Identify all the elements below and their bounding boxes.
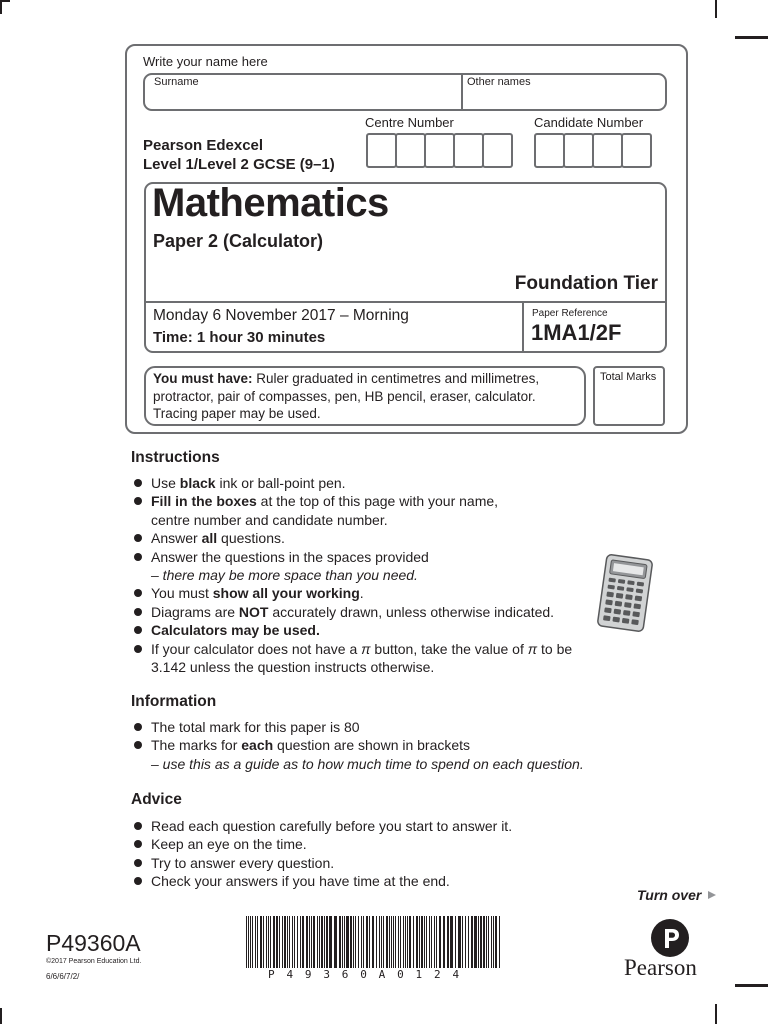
barcode-bar bbox=[324, 916, 325, 968]
barcode-bar bbox=[462, 916, 463, 968]
barcode-bar bbox=[268, 916, 269, 968]
barcode-bar bbox=[407, 916, 408, 968]
barcode-bar bbox=[255, 916, 256, 968]
write-name-label: Write your name here bbox=[143, 54, 268, 69]
other-names-label: Other names bbox=[467, 76, 531, 88]
barcode-bar bbox=[391, 916, 392, 968]
barcode-bar bbox=[250, 916, 251, 968]
barcode-bar bbox=[478, 916, 479, 968]
barcode-bar bbox=[306, 916, 308, 968]
instruction-text: centre number and candidate number. bbox=[151, 511, 388, 528]
list-item bbox=[131, 603, 591, 621]
exam-time: Time: 1 hour 30 minutes bbox=[153, 329, 326, 346]
barcode-bar bbox=[279, 916, 280, 968]
instruction-emphasis: all bbox=[201, 530, 218, 547]
barcode-bar bbox=[276, 916, 278, 968]
barcode-bar bbox=[486, 916, 487, 968]
barcode-bar bbox=[246, 916, 247, 968]
bullet-icon bbox=[134, 553, 142, 561]
barcode-bar bbox=[424, 916, 425, 968]
name-field-divider bbox=[461, 74, 463, 110]
list-item bbox=[131, 835, 591, 853]
pearson-wordmark: Pearson bbox=[624, 955, 697, 980]
barcode bbox=[244, 916, 504, 972]
instruction-text: If your calculator does not have a bbox=[151, 640, 362, 657]
calculator-icon bbox=[592, 553, 658, 633]
list-item bbox=[131, 474, 591, 492]
barcode-bar bbox=[403, 916, 404, 968]
centre-number-boxes[interactable] bbox=[366, 133, 511, 168]
instruction-emphasis: Calculators may be used. bbox=[151, 622, 320, 639]
instruction-text: questions. bbox=[217, 530, 285, 547]
bullet-icon bbox=[134, 589, 142, 597]
list-item bbox=[131, 640, 591, 677]
barcode-bar bbox=[443, 916, 445, 968]
instructions-list bbox=[131, 474, 591, 676]
paper-reference-label: Paper Reference bbox=[532, 308, 608, 319]
title-box-divider bbox=[145, 301, 666, 303]
barcode-bar bbox=[361, 916, 362, 968]
list-item bbox=[131, 529, 591, 547]
barcode-bar bbox=[431, 916, 432, 968]
barcode-bar bbox=[257, 916, 258, 968]
barcode-bar bbox=[480, 916, 482, 968]
barcode-bar bbox=[294, 916, 295, 968]
barcode-bar bbox=[344, 916, 345, 968]
barcode-bar bbox=[326, 916, 328, 968]
barcode-bar bbox=[491, 916, 492, 968]
barcode-bar bbox=[386, 916, 388, 968]
advice-text: Keep an eye on the time. bbox=[151, 836, 307, 853]
turn-over bbox=[637, 887, 717, 903]
instruction-text: Answer the questions in the spaces provided bbox=[151, 548, 429, 565]
barcode-bar bbox=[493, 916, 494, 968]
barcode-bar bbox=[471, 916, 473, 968]
qualification-level: Level 1/Level 2 GCSE (9–1) bbox=[143, 156, 335, 173]
crop-mark-top-left-v bbox=[0, 0, 2, 14]
barcode-bar bbox=[468, 916, 469, 968]
advice-text: Read each question carefully before you start to answer it. bbox=[151, 818, 513, 834]
requirements-line-3: Tracing paper may be used. bbox=[153, 406, 321, 421]
crop-mark-right-bottom bbox=[735, 984, 768, 987]
triangle-right-icon bbox=[707, 890, 717, 900]
barcode-bar bbox=[313, 916, 315, 968]
candidate-number-label: Candidate Number bbox=[534, 115, 644, 130]
bullet-icon bbox=[134, 626, 142, 634]
barcode-bar bbox=[455, 916, 456, 968]
instruction-text: . bbox=[359, 585, 364, 602]
turn-over-label: Turn over bbox=[637, 887, 702, 903]
advice-text: Try to answer every question. bbox=[151, 854, 335, 871]
barcode-bar bbox=[358, 916, 359, 968]
information-text: The total mark for this paper is 80 bbox=[151, 719, 360, 735]
instruction-text: Answer bbox=[151, 530, 202, 547]
instruction-text: button, take the value of bbox=[370, 640, 528, 657]
instruction-text: You must bbox=[151, 585, 213, 602]
barcode-bar bbox=[395, 916, 396, 968]
barcode-bar bbox=[419, 916, 420, 968]
candidate-number-cell[interactable] bbox=[592, 133, 623, 168]
crop-mark-bottom-left-v bbox=[0, 1008, 2, 1024]
bullet-icon bbox=[134, 877, 142, 885]
bullet-icon bbox=[134, 608, 142, 616]
centre-number-cell[interactable] bbox=[366, 133, 397, 168]
total-marks-label: Total Marks bbox=[600, 371, 657, 383]
barcode-bar bbox=[376, 916, 377, 968]
barcode-bar bbox=[405, 916, 406, 968]
barcode-bar bbox=[297, 916, 298, 968]
bullet-icon bbox=[134, 840, 142, 848]
barcode-text: P 4 9 3 6 0 A 0 1 2 4 bbox=[268, 968, 462, 981]
barcode-bar bbox=[413, 916, 414, 968]
instruction-text: Use bbox=[151, 475, 180, 491]
barcode-bar bbox=[369, 916, 370, 968]
barcode-bar bbox=[329, 916, 332, 968]
centre-number-cell[interactable] bbox=[395, 133, 426, 168]
bullet-icon bbox=[134, 534, 142, 542]
barcode-bar bbox=[416, 916, 418, 968]
barcode-bar bbox=[342, 916, 343, 968]
barcode-bar bbox=[300, 916, 301, 968]
bullet-icon bbox=[134, 497, 142, 505]
barcode-bar bbox=[488, 916, 489, 968]
name-field[interactable] bbox=[143, 73, 667, 111]
subject-title: Mathematics bbox=[152, 181, 389, 225]
barcode-bar bbox=[309, 916, 310, 968]
barcode-bar bbox=[292, 916, 293, 968]
tier-title: Foundation Tier bbox=[514, 273, 658, 294]
list-item bbox=[131, 872, 591, 890]
barcode-bar bbox=[263, 916, 264, 968]
centre-number-cell[interactable] bbox=[482, 133, 513, 168]
barcode-bar bbox=[495, 916, 497, 968]
centre-number-cell[interactable] bbox=[424, 133, 455, 168]
instruction-emphasis: Fill in the boxes bbox=[151, 493, 257, 510]
barcode-bar bbox=[252, 916, 253, 968]
information-heading: Information bbox=[131, 693, 217, 710]
barcode-bar bbox=[465, 916, 466, 968]
barcode-bar bbox=[389, 916, 390, 968]
requirements-label: You must have: bbox=[153, 371, 253, 386]
centre-number-label: Centre Number bbox=[365, 115, 454, 130]
information-text: question are shown in brackets bbox=[273, 737, 471, 754]
paper-reference-code: 1MA1/2F bbox=[531, 320, 622, 345]
barcode-bar bbox=[317, 916, 318, 968]
barcode-bar bbox=[270, 916, 271, 968]
requirements-line-2: protractor, pair of compasses, pen, HB pencil, eraser, calculator. bbox=[153, 388, 536, 404]
barcode-bar bbox=[289, 916, 290, 968]
barcode-bar bbox=[434, 916, 435, 968]
instruction-note: – there may be more space than you need. bbox=[151, 567, 418, 584]
barcode-bar bbox=[499, 916, 500, 968]
instruction-emphasis: NOT bbox=[238, 603, 269, 620]
candidate-number-boxes[interactable] bbox=[534, 133, 650, 168]
barcode-bar bbox=[282, 916, 283, 968]
barcode-bar bbox=[400, 916, 401, 968]
bullet-icon bbox=[134, 741, 142, 749]
pearson-logo-icon bbox=[650, 918, 690, 958]
barcode-bar bbox=[426, 916, 427, 968]
centre-number-cell[interactable] bbox=[453, 133, 484, 168]
pi-symbol: π bbox=[361, 640, 371, 657]
instruction-text: 3.142 unless the question instructs otherwise. bbox=[151, 659, 435, 676]
barcode-bar bbox=[483, 916, 485, 968]
list-item bbox=[131, 854, 591, 872]
instruction-text: accurately drawn, unless otherwise indicated. bbox=[268, 603, 555, 620]
instruction-text: at the top of this page with your name, bbox=[256, 493, 499, 510]
barcode-bar bbox=[355, 916, 356, 968]
list-item bbox=[131, 736, 601, 773]
barcode-bar bbox=[381, 916, 382, 968]
crop-mark-top-v bbox=[715, 0, 717, 18]
bullet-icon bbox=[134, 822, 142, 830]
barcode-bar bbox=[383, 916, 384, 968]
barcode-bar bbox=[346, 916, 349, 968]
barcode-bar bbox=[421, 916, 423, 968]
advice-list bbox=[131, 817, 591, 891]
barcode-bar bbox=[284, 916, 286, 968]
instruction-text: ink or ball-point pen. bbox=[215, 475, 346, 491]
barcode-bar bbox=[248, 916, 249, 968]
crop-mark-right-top bbox=[735, 36, 768, 39]
list-item bbox=[131, 718, 601, 736]
instruction-emphasis: black bbox=[179, 475, 216, 491]
instruction-text: Diagrams are bbox=[151, 603, 239, 620]
barcode-bar bbox=[474, 916, 477, 968]
paper-code: P49360A bbox=[46, 930, 141, 956]
barcode-bar bbox=[447, 916, 449, 968]
barcode-bar bbox=[393, 916, 394, 968]
information-text: The marks for bbox=[151, 737, 242, 754]
list-item bbox=[131, 817, 591, 835]
barcode-bar bbox=[287, 916, 288, 968]
surname-label: Surname bbox=[154, 76, 199, 88]
bullet-icon bbox=[134, 859, 142, 867]
barcode-bar bbox=[379, 916, 380, 968]
barcode-bar bbox=[450, 916, 453, 968]
requirements-line-1: Ruler graduated in centimetres and millimetres, bbox=[256, 371, 540, 386]
crop-mark-top-left-h bbox=[0, 0, 10, 2]
barcode-bar bbox=[458, 916, 461, 968]
barcode-bar bbox=[334, 916, 337, 968]
list-item bbox=[131, 492, 591, 529]
exam-board: Pearson Edexcel bbox=[143, 137, 264, 154]
crop-mark-bottom-v bbox=[715, 1004, 717, 1024]
barcode-bar bbox=[363, 916, 364, 968]
barcode-bar bbox=[273, 916, 275, 968]
bullet-icon bbox=[134, 479, 142, 487]
barcode-bar bbox=[372, 916, 374, 968]
paper-ref-divider bbox=[522, 302, 524, 352]
barcode-bar bbox=[409, 916, 411, 968]
copyright: ©2017 Pearson Education Ltd. bbox=[46, 958, 142, 965]
barcode-bar bbox=[311, 916, 312, 968]
barcode-bar bbox=[339, 916, 341, 968]
barcode-bar bbox=[321, 916, 323, 968]
barcode-bar bbox=[436, 916, 437, 968]
paper-title: Paper 2 (Calculator) bbox=[153, 231, 324, 251]
advice-heading: Advice bbox=[131, 791, 182, 808]
instructions-heading: Instructions bbox=[131, 449, 220, 466]
barcode-bar bbox=[439, 916, 441, 968]
barcode-bar bbox=[366, 916, 368, 968]
list-item bbox=[131, 584, 591, 602]
list-item bbox=[131, 621, 591, 639]
barcode-bar bbox=[429, 916, 430, 968]
candidate-number-cell[interactable] bbox=[621, 133, 652, 168]
bullet-icon bbox=[134, 723, 142, 731]
information-list bbox=[131, 718, 601, 773]
barcode-bar bbox=[302, 916, 304, 968]
requirements-text bbox=[153, 370, 539, 423]
bullet-icon bbox=[134, 645, 142, 653]
pi-symbol: π bbox=[527, 640, 538, 657]
exam-date: Monday 6 November 2017 – Morning bbox=[153, 307, 409, 324]
barcode-bar bbox=[353, 916, 354, 968]
instruction-emphasis: show all your working bbox=[212, 585, 360, 602]
barcode-bar bbox=[398, 916, 399, 968]
barcode-bar bbox=[260, 916, 262, 968]
instruction-text: to be bbox=[537, 640, 573, 657]
information-emphasis: each bbox=[241, 737, 274, 754]
candidate-number-cell[interactable] bbox=[534, 133, 565, 168]
barcode-bar bbox=[266, 916, 267, 968]
information-note: – use this as a guide as to how much time to spend on each question. bbox=[151, 755, 584, 772]
barcode-bar bbox=[350, 916, 352, 968]
barcode-bar bbox=[319, 916, 320, 968]
advice-text: Check your answers if you have time at the end. bbox=[151, 873, 450, 890]
print-code: 6/6/6/7/2/ bbox=[46, 972, 80, 981]
candidate-number-cell[interactable] bbox=[563, 133, 594, 168]
list-item bbox=[131, 548, 591, 585]
